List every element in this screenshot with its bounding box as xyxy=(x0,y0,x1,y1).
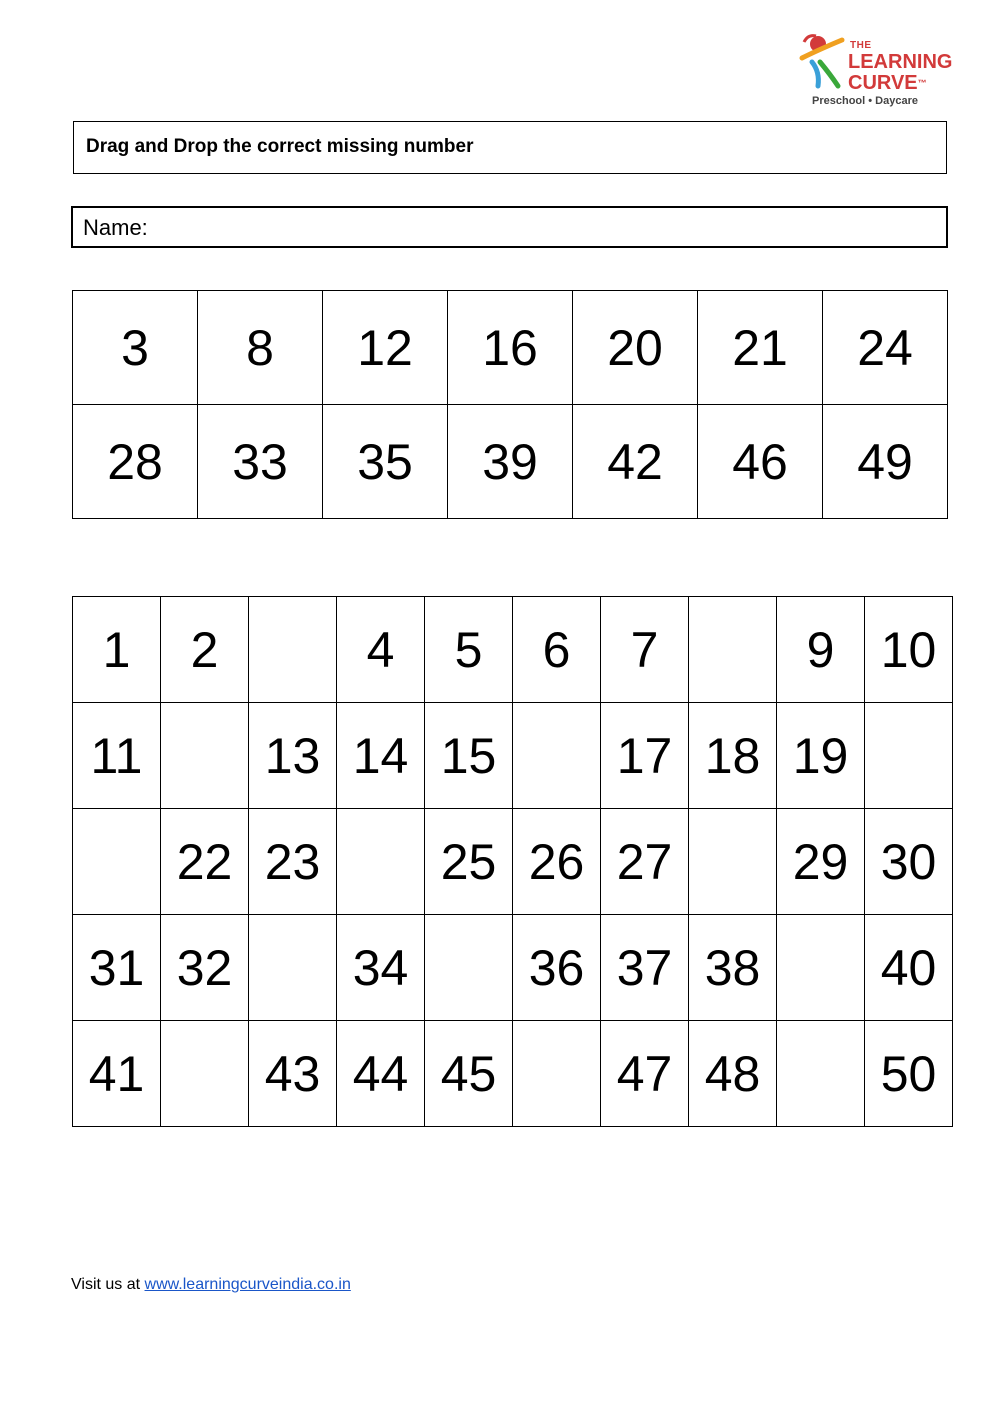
grid-number-cell: 32 xyxy=(161,915,249,1021)
grid-number-cell: 45 xyxy=(425,1021,513,1127)
drop-target-cell[interactable] xyxy=(73,809,161,915)
drop-target-cell[interactable] xyxy=(513,703,601,809)
grid-number-cell: 41 xyxy=(73,1021,161,1127)
grid-number-cell: 19 xyxy=(777,703,865,809)
name-label: Name: xyxy=(83,215,148,240)
grid-number-cell: 14 xyxy=(337,703,425,809)
drop-target-cell[interactable] xyxy=(689,597,777,703)
number-grid-row xyxy=(73,703,953,809)
grid-number-cell: 38 xyxy=(689,915,777,1021)
instruction-box xyxy=(73,121,947,174)
drop-target-cell[interactable] xyxy=(249,915,337,1021)
footer xyxy=(71,1276,351,1294)
logo-wordmark xyxy=(848,52,952,94)
drop-target-cell[interactable] xyxy=(161,1021,249,1127)
grid-number-cell: 37 xyxy=(601,915,689,1021)
draggable-number[interactable]: 12 xyxy=(323,291,448,405)
grid-number-cell: 2 xyxy=(161,597,249,703)
draggable-number[interactable]: 24 xyxy=(823,291,948,405)
number-grid-row xyxy=(73,597,953,703)
number-grid xyxy=(72,596,953,1127)
number-grid-row xyxy=(73,809,953,915)
grid-number-cell: 23 xyxy=(249,809,337,915)
draggable-number[interactable]: 35 xyxy=(323,405,448,519)
draggable-number[interactable]: 28 xyxy=(73,405,198,519)
logo-trademark: ™ xyxy=(917,78,927,88)
drop-target-cell[interactable] xyxy=(865,703,953,809)
grid-number-cell: 13 xyxy=(249,703,337,809)
grid-number-cell: 10 xyxy=(865,597,953,703)
grid-number-cell: 17 xyxy=(601,703,689,809)
drop-target-cell[interactable] xyxy=(249,597,337,703)
website-link[interactable]: www.learningcurveindia.co.in xyxy=(144,1276,351,1293)
grid-number-cell: 7 xyxy=(601,597,689,703)
draggable-number[interactable]: 39 xyxy=(448,405,573,519)
grid-number-cell: 9 xyxy=(777,597,865,703)
draggable-number[interactable]: 16 xyxy=(448,291,573,405)
footer-prefix: Visit us at xyxy=(71,1276,145,1293)
grid-number-cell: 15 xyxy=(425,703,513,809)
grid-number-cell: 47 xyxy=(601,1021,689,1127)
grid-number-cell: 4 xyxy=(337,597,425,703)
drop-target-cell[interactable] xyxy=(777,915,865,1021)
grid-number-cell: 48 xyxy=(689,1021,777,1127)
draggable-number[interactable]: 46 xyxy=(698,405,823,519)
draggable-number[interactable]: 33 xyxy=(198,405,323,519)
draggable-number[interactable]: 42 xyxy=(573,405,698,519)
answer-bank xyxy=(72,290,948,519)
answer-bank-row xyxy=(73,291,948,405)
learning-curve-figure-icon xyxy=(798,32,848,92)
grid-number-cell: 40 xyxy=(865,915,953,1021)
draggable-number[interactable]: 49 xyxy=(823,405,948,519)
grid-number-cell: 5 xyxy=(425,597,513,703)
grid-number-cell: 31 xyxy=(73,915,161,1021)
drop-target-cell[interactable] xyxy=(777,1021,865,1127)
drop-target-cell[interactable] xyxy=(337,809,425,915)
grid-number-cell: 43 xyxy=(249,1021,337,1127)
number-grid-row xyxy=(73,1021,953,1127)
drop-target-cell[interactable] xyxy=(689,809,777,915)
drop-target-cell[interactable] xyxy=(513,1021,601,1127)
grid-number-cell: 26 xyxy=(513,809,601,915)
grid-number-cell: 44 xyxy=(337,1021,425,1127)
grid-number-cell: 11 xyxy=(73,703,161,809)
grid-number-cell: 50 xyxy=(865,1021,953,1127)
answer-bank-row xyxy=(73,405,948,519)
draggable-number[interactable]: 3 xyxy=(73,291,198,405)
grid-number-cell: 29 xyxy=(777,809,865,915)
drop-target-cell[interactable] xyxy=(161,703,249,809)
draggable-number[interactable]: 8 xyxy=(198,291,323,405)
draggable-number[interactable]: 21 xyxy=(698,291,823,405)
grid-number-cell: 25 xyxy=(425,809,513,915)
logo-tagline: Preschool • Daycare xyxy=(812,95,918,107)
grid-number-cell: 30 xyxy=(865,809,953,915)
number-grid-row xyxy=(73,915,953,1021)
logo-learning: LEARNING xyxy=(848,51,953,73)
logo-the: THE xyxy=(850,40,872,51)
grid-number-cell: 27 xyxy=(601,809,689,915)
name-field[interactable] xyxy=(71,206,948,248)
grid-number-cell: 18 xyxy=(689,703,777,809)
grid-number-cell: 34 xyxy=(337,915,425,1021)
drop-target-cell[interactable] xyxy=(425,915,513,1021)
brand-logo xyxy=(798,32,958,114)
grid-number-cell: 22 xyxy=(161,809,249,915)
draggable-number[interactable]: 20 xyxy=(573,291,698,405)
grid-number-cell: 6 xyxy=(513,597,601,703)
instruction-text: Drag and Drop the correct missing number xyxy=(86,136,474,157)
logo-curve: CURVE xyxy=(848,72,918,94)
grid-number-cell: 1 xyxy=(73,597,161,703)
grid-number-cell: 36 xyxy=(513,915,601,1021)
